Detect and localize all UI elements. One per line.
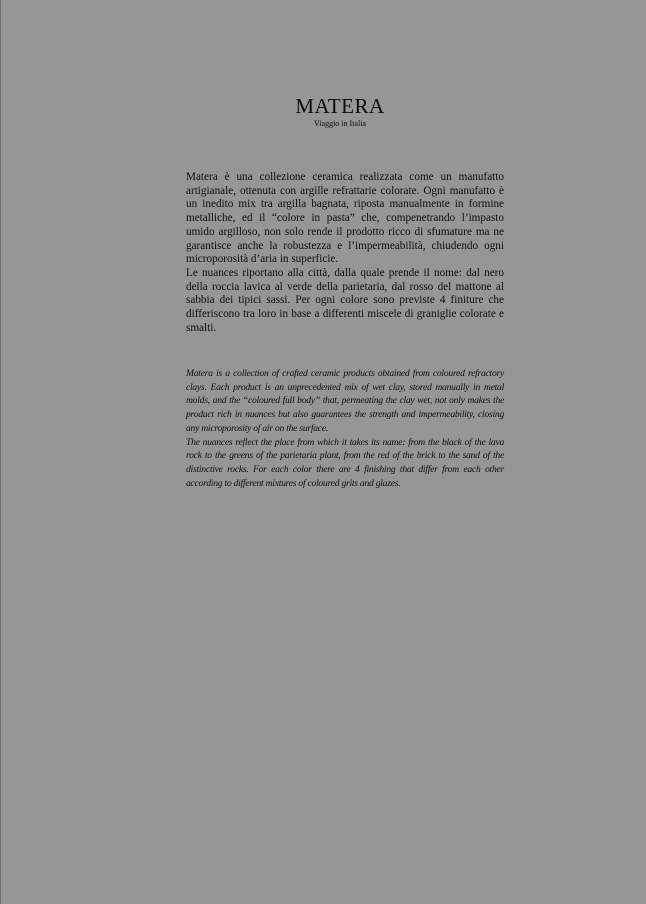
italian-paragraph-2: Le nuances riportano alla città, dalla quale prende il nome: dal nero della roccia lavica al verde della parietaria, dal rosso del mattone al sabbia dei tipici sassi. Per ogni colore sono previste 4 finiture che differiscono tra loro in base a differenti miscele di graniglie colorate e smalti. [186,266,504,334]
italian-paragraph-1: Matera è una collezione ceramica realizzata come un manufatto artigianale, ottenuta con argille refrattarie colorate. Ogni manufatto è un inedito mix tra argilla bagnata, riposta manualmente in formine metalliche, ed il “colore in pasta” che, compenetrando l’impasto umido argilloso, non solo rende il prodotto ricco di sfumature ma ne garantisce anche la robustezza e l’impermeabilità, chiudendo ogni microporosità d’aria in superficie. [186,171,504,266]
page-subtitle: Viaggio in Italia [314,119,366,128]
page-title: MATERA [295,94,385,118]
english-paragraph-1: Matera is a collection of crafted ceramic products obtained from coloured refractory clays. Each product is an unprecedented mix of wet clay, stored manually in metal molds, and the “coloured full body” that, permeating the clay wet, not only makes the product rich in nuances but also guarantees the strength and impermeability, closing any microporosity of air on the surface. [186,368,504,434]
english-paragraph-2: The nuances reflect the place from which it takes its name: from the black of the lava rock to the greens of the parietaria plant, from the red of the brick to the sand of the distinctive rocks. For each color there are 4 finishing that differ from each other according to different mixtures of coloured grits and glazes. [186,436,504,489]
english-description [186,367,504,490]
italian-description [186,171,504,335]
